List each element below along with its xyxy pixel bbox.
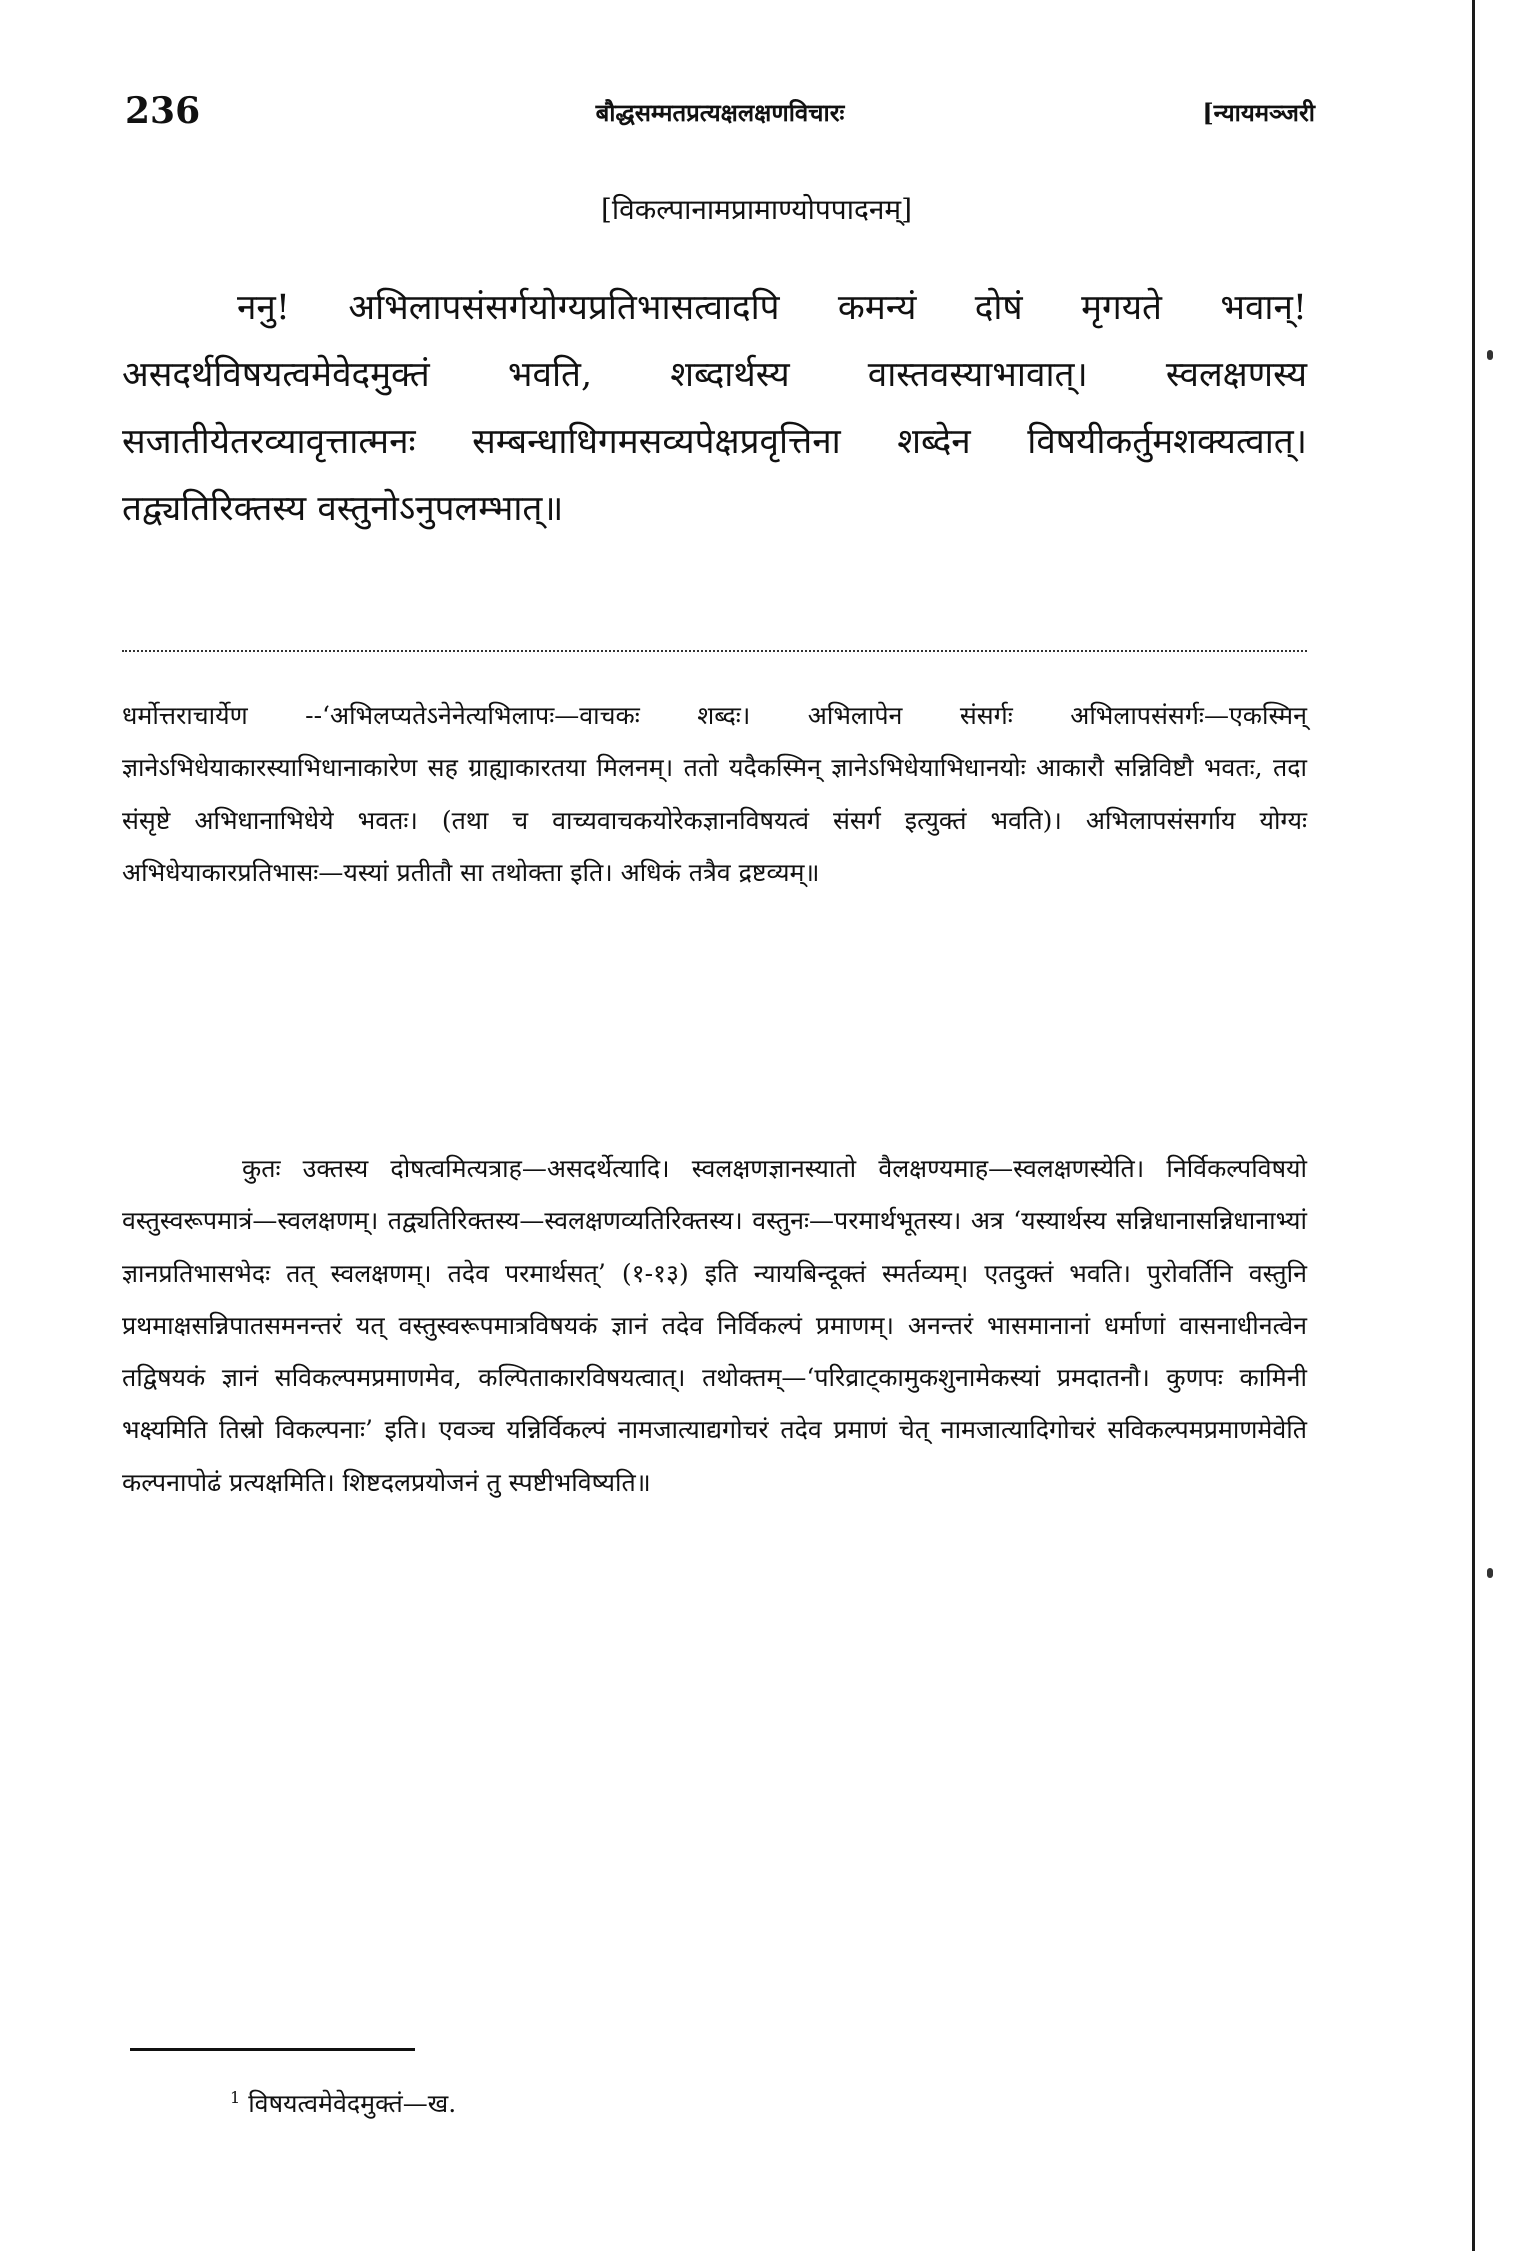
edge-mark	[1487, 1568, 1493, 1578]
footnote-marker: 1	[230, 2087, 241, 2107]
section-heading: [विकल्पानामप्रामाण्योपपादनम्]	[600, 193, 913, 226]
running-title: बौद्धसम्मतप्रत्यक्षलक्षणविचारः	[595, 98, 845, 127]
page-header	[125, 90, 1315, 150]
dotted-divider	[122, 650, 1307, 652]
page-edge-line	[1472, 0, 1475, 2251]
page-number: 236	[125, 90, 201, 132]
commentary-paragraph-1: धर्मोत्तराचार्येण --‘अभिलप्यतेऽनेनेत्यभिलापः—वाचकः शब्दः। अभिलापेन संसर्गः अभिलापसंसर्गः—एकस्मिन् ज्ञानेऽभिधेयाकारस्याभिधानाकारेण सह ग्राह्याकारतया मिलनम्। ततो यदैकस्मिन् ज्ञानेऽभिधेयाभिधानयोः आकारौ सन्निविष्टौ भवतः, तदा संसृष्टे अभिधानाभिधेये भवतः। (तथा च वाच्यवाचकयोरेकज्ञानविषयत्वं संसर्ग इत्युक्तं भवति)। अभिलापसंसर्गाय योग्यः अभिधेयाकारप्रतिभासः—यस्यां प्रतीतौ सा तथोक्ता इति। अधिकं तत्रैव द्रष्टव्यम्॥	[122, 701, 1307, 887]
footnote-text: विषयत्वमेवेदमुक्तं—ख.	[248, 2089, 457, 2118]
commentary-paragraph-2-block	[122, 1143, 1307, 1509]
book-title: [न्यायमञ्जरी	[1202, 98, 1315, 127]
main-text: ननु! अभिलापसंसर्गयोग्यप्रतिभासत्वादपि कमन्यं दोषं मृगयते भवान्! असदर्थविषयत्वमेवेदमुक्तं भवति, शब्दार्थस्य वास्तवस्याभावात्। स्वलक्षणस्य सजातीयेतरव्यावृत्तात्मनः सम्बन्धाधिगमसव्यपेक्षप्रवृत्तिना शब्देन विषयीकर्तुमशक्यत्वात्। तद्व्यतिरिक्तस्य वस्तुनोऽनुपलम्भात्॥	[122, 288, 1307, 529]
main-text-block	[122, 275, 1307, 543]
commentary-paragraph-2: कुतः उक्तस्य दोषत्वमित्यत्राह—असदर्थेत्यादि। स्वलक्षणज्ञानस्यातो वैलक्षण्यमाह—स्वलक्षणस्येति। निर्विकल्पविषयो वस्तुस्वरूपमात्रं—स्वलक्षणम्। तद्व्यतिरिक्तस्य—स्वलक्षणव्यतिरिक्तस्य। वस्तुनः—परमार्थभूतस्य। अत्र ‘यस्यार्थस्य सन्निधानासन्निधानाभ्यां ज्ञानप्रतिभासभेदः तत् स्वलक्षणम्। तदेव परमार्थसत्’ (१-१३) इति न्यायबिन्दूक्तं स्मर्तव्यम्। एतदुक्तं भवति। पुरोवर्तिनि वस्तुनि प्रथमाक्षसन्निपातसमनन्तरं यत् वस्तुस्वरूपमात्रविषयकं ज्ञानं तदेव निर्विकल्पं प्रमाणम्। अनन्तरं भासमानानां धर्माणां वासनाधीनत्वेन तद्विषयकं ज्ञानं सविकल्पमप्रमाणमेव, कल्पिताकारविषयत्वात्। तथोक्तम्—‘परिव्राट्कामुकशुनामेकस्यां प्रमदातनौ। कुणपः कामिनी भक्ष्यमिति तिस्रो विकल्पनाः’ इति। एवञ्च यन्निर्विकल्पं नामजात्याद्यगोचरं तदेव प्रमाणं चेत् नामजात्यादिगोचरं सविकल्पमप्रमाणमेवेति कल्पनापोढं प्रत्यक्षमिति। शिष्टदलप्रयोजनं तु स्पष्टीभविष्यति॥	[122, 1154, 1307, 1497]
footnote-rule	[130, 2048, 415, 2051]
edge-mark	[1487, 350, 1493, 360]
footnote	[230, 2086, 456, 2120]
